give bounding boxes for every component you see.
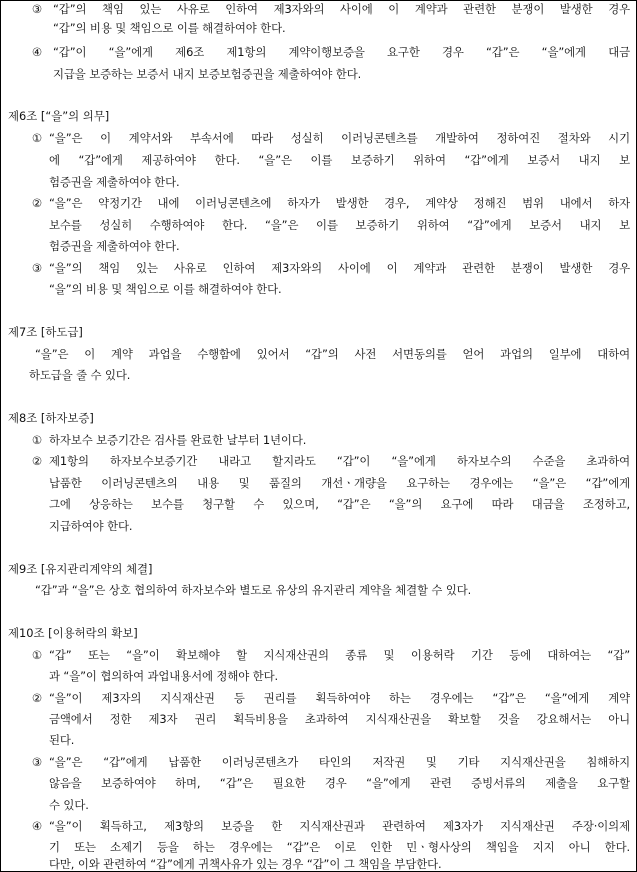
article-heading: 제9조 [유지관리계약의 체결] [8, 562, 153, 576]
item-number: ② [31, 691, 43, 705]
item-number: ④ [31, 45, 43, 59]
paragraph-line: “갑”의 비용 및 책임으로 이를 해결하여야 한다. [53, 21, 286, 35]
paragraph-line: “을”은 “갑”에게 납품한 이러닝콘텐츠가 타인의 저작권 및 기타 지식재산권을 침해하지 [49, 755, 630, 769]
item-number: ② [31, 196, 43, 210]
paragraph-line: 험증권을 제출하여야 한다. [49, 239, 180, 253]
paragraph-line: 하도급을 줄 수 있다. [29, 368, 131, 382]
paragraph-line: “갑”과 “을”은 상호 협의하여 하자보수와 별도로 유상의 유지관리 계약을 체결할 수 있다. [35, 583, 472, 597]
article-heading: 제10조 [이용허락의 확보] [8, 626, 138, 640]
paragraph-line: 과 “을”이 협의하여 과업내용서에 정해야 한다. [49, 669, 278, 683]
paragraph-line: “을”은 이 계약서와 부속서에 따라 성실히 이러닝콘텐츠를 개발하여 정하여진 절차와 시기 [49, 131, 630, 145]
paragraph-line: “갑”이 “을”에게 제6조 제1항의 계약이행보증을 요구한 경우 “갑”은 “을”에게 대금 [53, 45, 630, 59]
paragraph-line: “갑”의 책임 있는 사유로 인하여 제3자와의 사이에 이 계약과 관련한 분쟁이 발생한 경우 [53, 2, 630, 16]
article-heading: 제6조 [“을”의 의무] [8, 109, 110, 123]
paragraph-line: 금액에서 정한 제3자 권리 획득비용을 초과하여 지식재산권을 확보할 것을 강요해서는 아니 [49, 712, 630, 726]
paragraph-line: 된다. [49, 733, 75, 747]
item-number: ③ [31, 2, 43, 16]
paragraph-line: “을”의 책임 있는 사유로 인하여 제3자와의 사이에 이 계약과 관련한 분쟁이 발생한 경우 [49, 261, 630, 275]
paragraph-line: “을”은 약정기간 내에 이러닝콘텐츠에 하자가 발생한 경우, 계약상 정해진 범위 내에서 하자 [49, 196, 630, 210]
paragraph-line: 하자보수 보증기간은 검사를 완료한 날부터 1년이다. [49, 433, 307, 447]
item-number: ③ [31, 755, 43, 769]
paragraph-line: 에 “갑”에게 제공하여야 한다. “을”은 이를 보증하기 위하여 “갑”에게 보증서 내지 보 [49, 153, 630, 167]
paragraph-line: 수 있다. [49, 798, 89, 812]
item-number: ① [31, 131, 43, 145]
item-number: ① [31, 433, 43, 447]
paragraph-line: 납품한 이러닝콘텐츠의 내용 및 품질의 개선ㆍ개량을 요구하는 경우에는 “을”은 “갑”에게 [49, 476, 630, 490]
paragraph-line: “을”이 획득하고, 제3항의 보증을 한 지식재산권과 관련하여 제3자가 지식재산권 주장·이의제 [49, 819, 630, 833]
paragraph-line: “을”의 비용 및 책임으로 이를 해결하여야 한다. [49, 282, 282, 296]
item-number: ③ [31, 261, 43, 275]
paragraph-line: 기 또는 소제기 등을 하는 경우에는 “갑”은 이로 인한 민ㆍ형사상의 책임을 지지 아니 한다. [49, 840, 630, 854]
paragraph-line: 보수를 성실히 수행하여야 한다. “을”은 이를 보증하기 위하여 “갑”에게 보증서 내지 보 [49, 218, 630, 232]
item-number: ① [31, 648, 43, 662]
paragraph-line: “을”은 이 계약 과업을 수행함에 있어서 “갑”의 사전 서면동의를 얻어 과업의 일부에 대하여 [35, 347, 630, 361]
paragraph-line: 지급하여야 한다. [49, 519, 133, 533]
paragraph-line: “을”이 제3자의 지식재산권 등 권리를 획득하여야 하는 경우에는 “갑”은 “을”에게 계약 [49, 691, 630, 705]
item-number: ② [31, 454, 43, 468]
paragraph-line: 다만, 이와 관련하여 “갑”에게 귀책사유가 있는 경우 “갑”이 그 책임을 부담한다. [49, 857, 442, 871]
paragraph-line: “갑” 또는 “을”이 확보해야 할 지식재산권의 종류 및 이용허락 기간 등에 대하여는 “갑” [49, 648, 630, 662]
item-number: ④ [31, 819, 43, 833]
paragraph-line: 제1항의 하자보수보증기간 내라고 할지라도 “갑”이 “을”에게 하자보수의 수준을 초과하여 [49, 454, 630, 468]
paragraph-line: 그에 상응하는 보수를 청구할 수 있으며, “갑”은 “을”의 요구에 따라 대금을 조정하고, [49, 497, 630, 511]
paragraph-line: 않음을 보증하여야 하며, “갑”은 필요한 경우 “을”에게 관련 증빙서류의 제출을 요구할 [49, 776, 630, 790]
article-heading: 제8조 [하자보증] [8, 411, 94, 425]
paragraph-line: 지급을 보증하는 보증서 내지 보증보험증권을 제출하여야 한다. [53, 67, 362, 81]
paragraph-line: 험증권을 제출하여야 한다. [49, 175, 180, 189]
article-heading: 제7조 [하도급] [8, 325, 83, 339]
